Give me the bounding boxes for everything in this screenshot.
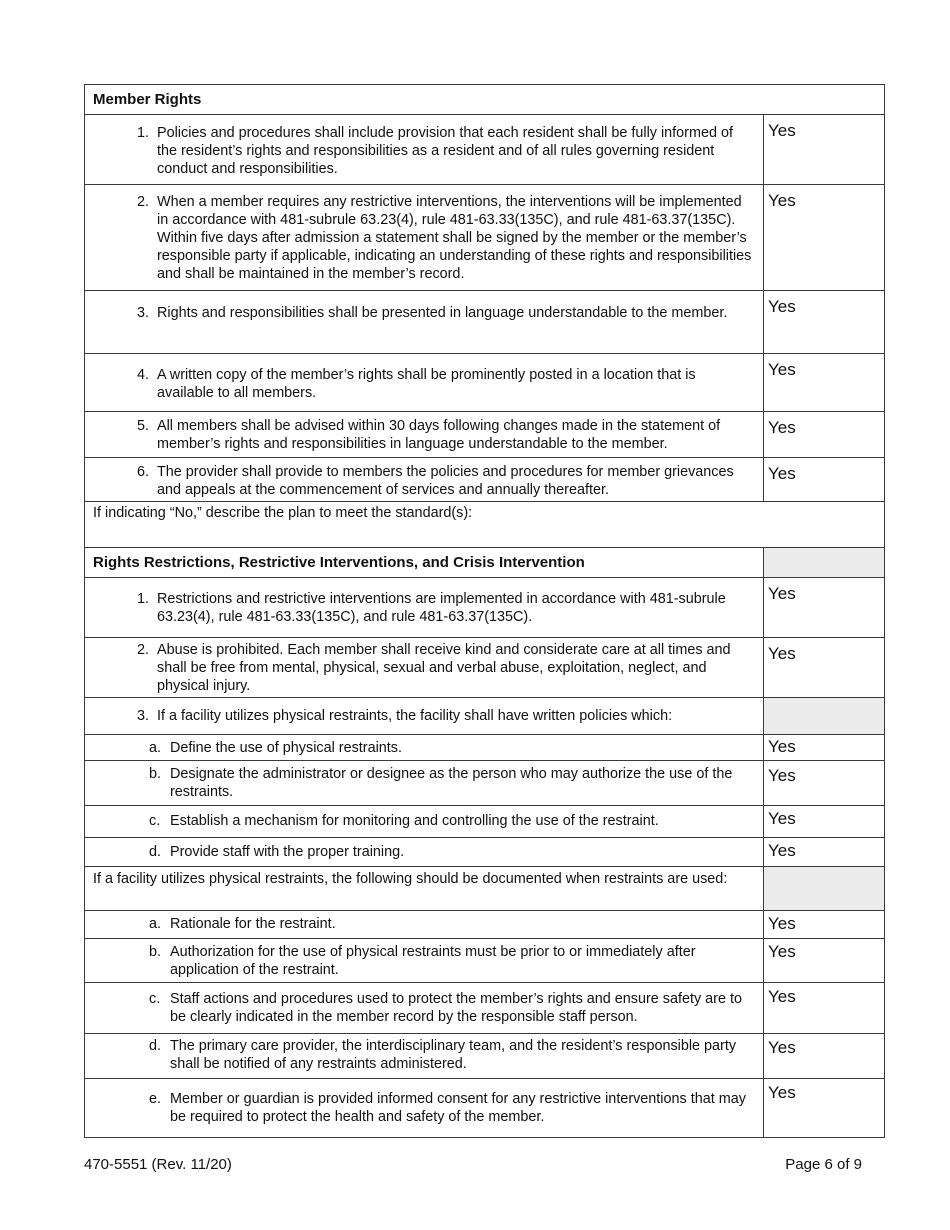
table-row (85, 578, 885, 638)
table-row (85, 911, 885, 939)
answer-field[interactable]: Yes (768, 987, 796, 1006)
answer-field[interactable]: Yes (768, 942, 796, 961)
answer-field[interactable]: Yes (768, 584, 796, 603)
table-row (85, 735, 885, 761)
item-text: Restrictions and restrictive interventions are implemented in accordance with 481-subrule 63.23(4), rule 481-63.33(135C), and rule 481-63.37(135C). (157, 591, 726, 625)
table-row (85, 1079, 885, 1138)
table-row (85, 761, 885, 806)
item-text: Designate the administrator or designee as the person who may authorize the use of the restraints. (170, 766, 733, 800)
answer-field[interactable]: Yes (768, 737, 796, 756)
table-row (85, 638, 885, 698)
answer-field[interactable]: Yes (768, 914, 796, 933)
table-row (85, 867, 885, 911)
table-row (85, 698, 885, 735)
table-row (85, 983, 885, 1034)
item-text: Provide staff with the proper training. (170, 844, 405, 860)
item-number: 5. (136, 418, 149, 434)
item-number: 2. (136, 642, 149, 658)
item-number: 3. (136, 708, 149, 724)
item-number: 1. (136, 591, 149, 607)
answer-field[interactable]: Yes (768, 841, 796, 860)
form-number: 470-5551 (Rev. 11/20) (84, 1156, 232, 1173)
section-header-rights-restrictions (85, 548, 764, 578)
answer-field[interactable]: Yes (768, 121, 796, 140)
table-row (85, 939, 885, 983)
item-letter: e. (149, 1091, 162, 1107)
table-row (85, 185, 885, 291)
item-number: 4. (136, 367, 149, 383)
item-text: Rights and responsibilities shall be presented in language understandable to the member. (157, 305, 728, 321)
item-letter: c. (149, 813, 161, 829)
item-text: If a facility utilizes physical restraints, the facility shall have written policies which: (157, 708, 673, 724)
table-row (85, 502, 885, 548)
item-number: 3. (136, 305, 149, 321)
section-title: Member Rights (93, 91, 202, 108)
item-letter: b. (149, 944, 162, 960)
item-letter: d. (149, 1038, 162, 1054)
item-text: Authorization for the use of physical restraints must be prior to or immediately after application of the restraint. (170, 944, 696, 978)
answer-field[interactable]: Yes (768, 809, 796, 828)
answer-field[interactable]: Yes (768, 766, 796, 785)
item-text: All members shall be advised within 30 days following changes made in the statement of member’s rights and responsibilities in language understandable to the member. (157, 418, 721, 452)
page-number: Page 6 of 9 (785, 1156, 862, 1173)
table-row (85, 354, 885, 412)
item-text: Rationale for the restraint. (170, 916, 336, 932)
table-row (85, 458, 885, 502)
plan-note: If indicating “No,” describe the plan to meet the standard(s): (93, 505, 473, 521)
item-text: Establish a mechanism for monitoring and controlling the use of the restraint. (170, 813, 659, 829)
answer-field[interactable]: Yes (768, 1038, 796, 1057)
table-row (85, 291, 885, 354)
item-letter: a. (149, 916, 162, 932)
answer-field[interactable]: Yes (768, 297, 796, 316)
section-header-member-rights (85, 85, 885, 115)
item-text: Staff actions and procedures used to protect the member’s rights and ensure safety are to be clearly indicated in the member record by the responsible staff person. (170, 991, 742, 1025)
item-text: The primary care provider, the interdisciplinary team, and the resident’s responsible party shall be notified of any restraints administered. (170, 1038, 737, 1072)
item-text: A written copy of the member’s rights shall be prominently posted in a location that is available to all members. (157, 367, 696, 401)
item-letter: d. (149, 844, 162, 860)
table-row (85, 838, 885, 867)
item-letter: b. (149, 766, 162, 782)
item-text: Define the use of physical restraints. (170, 740, 402, 756)
table-row (85, 1034, 885, 1079)
item-text: Member or guardian is provided informed consent for any restrictive interventions that may be required to protect the health and safety of the member. (170, 1091, 746, 1125)
answer-field[interactable]: Yes (768, 418, 796, 437)
answer-field[interactable]: Yes (768, 191, 796, 210)
answer-field[interactable]: Yes (768, 360, 796, 379)
item-text: Policies and procedures shall include provision that each resident shall be fully informed of the resident’s rights and responsibilities as a resident and of all rules governing resident conduct and responsibilities. (157, 125, 733, 177)
answer-field[interactable]: Yes (768, 1083, 796, 1102)
answer-field[interactable]: Yes (768, 464, 796, 483)
item-text: The provider shall provide to members the policies and procedures for member grievances and appeals at the commencement of services and annually thereafter. (157, 464, 734, 498)
table-row (85, 412, 885, 458)
compliance-form-table (84, 84, 885, 1138)
item-number: 6. (136, 464, 149, 480)
section-title: Rights Restrictions, Restrictive Interventions, and Crisis Intervention (93, 554, 585, 571)
answer-field[interactable]: Yes (768, 644, 796, 663)
item-text: Abuse is prohibited. Each member shall receive kind and considerate care at all times and shall be free from mental, physical, sexual and verbal abuse, exploitation, neglect, and physical injury. (157, 642, 731, 694)
item-letter: c. (149, 991, 161, 1007)
documented-intro: If a facility utilizes physical restraints, the following should be documented when restraints are used: (93, 871, 728, 887)
item-text: When a member requires any restrictive interventions, the interventions will be implemented in accordance with 481-subrule 63.23(4), rule 481-63.33(135C), and rule 481-63.37(135C). Within five days after admission a statement shall be signed by the member or the member’s responsible party if applicable, indicating an understanding of these rights and responsibilities and shall be maintained in the member’s record. (157, 194, 752, 282)
item-letter: a. (149, 740, 162, 756)
item-number: 1. (136, 125, 149, 141)
table-row (85, 115, 885, 185)
item-number: 2. (136, 194, 149, 210)
table-row (85, 806, 885, 838)
plan-field[interactable] (85, 502, 885, 548)
